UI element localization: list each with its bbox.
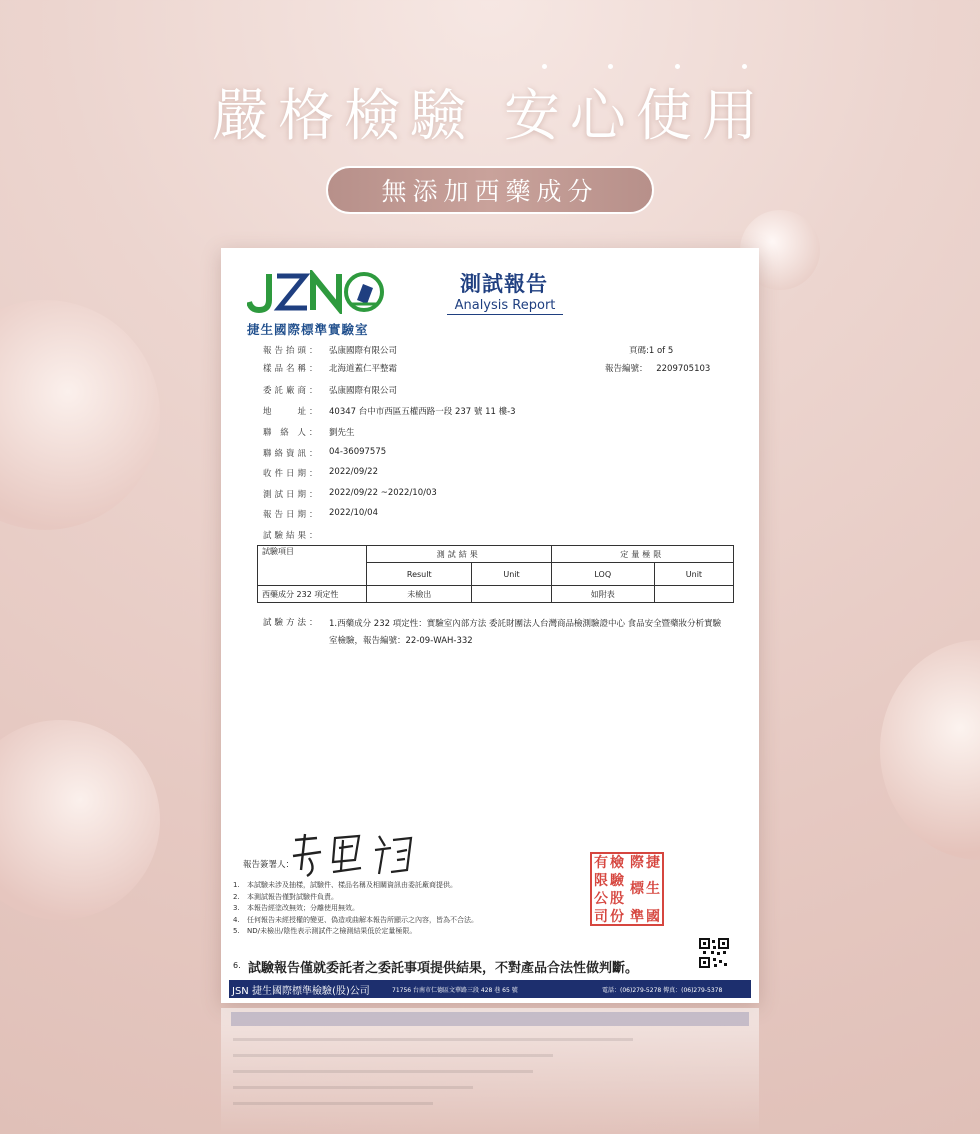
table-header-item: 試驗項目	[258, 546, 367, 586]
decor-bubble	[0, 720, 160, 920]
field-label: 試驗結果：	[263, 531, 321, 541]
lab-name: 捷生國際標準實驗室	[247, 322, 369, 337]
table-header-unit: Unit	[472, 563, 551, 586]
note-number: 4.	[233, 915, 240, 924]
field-label: 報告抬頭：	[263, 346, 321, 356]
seal-char: 際	[630, 855, 644, 871]
decor-bubble	[880, 640, 980, 860]
emphasis-dots	[530, 64, 770, 72]
field-row	[263, 344, 397, 356]
table-header-loq: LOQ	[551, 563, 654, 586]
final-note	[233, 957, 638, 976]
note-item	[233, 903, 563, 915]
note-number: 1.	[233, 881, 240, 889]
field-label: 聯 絡 人：	[263, 428, 321, 438]
field-label: 測試日期：	[263, 490, 321, 500]
signer-label: 報告簽署人：	[243, 860, 295, 870]
table-cell-loq: 如附表	[551, 586, 654, 603]
seal-char: 驗	[610, 873, 624, 889]
report-number-label: 報告編號：	[605, 364, 648, 374]
table-cell-item: 西藥成分 232 項定性	[258, 586, 367, 603]
document-reflection	[221, 1008, 759, 1134]
field-value: 北海道蓋仁平整霜	[329, 364, 398, 374]
note-item	[233, 915, 563, 927]
jsn-logo-icon	[247, 270, 387, 314]
company-seal	[590, 852, 664, 926]
note-item	[233, 880, 563, 892]
field-row	[263, 426, 355, 438]
seal-char: 股	[610, 891, 624, 907]
note-text: 本報告經塗改無效；分離使用無效。	[247, 904, 359, 912]
field-label: 樣品名稱：	[263, 364, 321, 374]
footer-phone: 電話：(06)279-5278 傳真：(06)279-5378	[602, 986, 723, 994]
seal-char: 檢	[610, 855, 624, 871]
field-label: 收件日期：	[263, 469, 321, 479]
field-row	[263, 384, 397, 396]
field-row	[263, 467, 378, 479]
page-number: 頁碼:1 of 5	[629, 346, 674, 356]
note-number: 6.	[233, 961, 241, 970]
method-text: 1.西藥成分 232 項定性：實驗室內部方法 委託財團法人台灣商品檢測驗證中心 食品安全暨藥妝分析實驗室檢驗，報告編號：22-09-WAH-332	[329, 619, 722, 646]
seal-char: 國	[646, 909, 660, 925]
report-footer	[229, 980, 751, 998]
results-table	[257, 545, 734, 603]
field-row	[263, 529, 329, 541]
field-row	[263, 447, 386, 459]
table-row	[258, 586, 734, 603]
seal-char: 司	[594, 909, 608, 925]
report-notes	[233, 880, 563, 938]
note-text: ND/未檢出/陰性表示測試件之檢測結果低於定量極限。	[247, 927, 417, 935]
field-label: 報告日期：	[263, 510, 321, 520]
subtitle-badge: 無添加西藥成分	[326, 166, 654, 214]
field-row	[263, 508, 378, 520]
test-method	[263, 616, 729, 650]
field-value: 04-36097575	[329, 447, 387, 457]
seal-char: 捷	[646, 855, 660, 871]
field-row	[263, 488, 437, 500]
table-header-unit: Unit	[654, 563, 733, 586]
seal-char: 公	[594, 891, 608, 907]
note-text: 任何報告未經授權的變更、偽造或曲解本報告所顯示之內容，皆為不合法。	[247, 915, 478, 924]
seal-char: 限	[594, 873, 608, 889]
field-row	[263, 405, 516, 417]
note-item	[233, 892, 563, 904]
decor-bubble	[0, 300, 160, 530]
seal-char: 有	[594, 855, 608, 871]
note-text: 本測試報告僅對試驗件負責。	[247, 892, 338, 901]
table-header-result: Result	[367, 563, 472, 586]
test-report-document	[221, 248, 759, 1003]
table-header-result-group: 測試結果	[367, 546, 552, 563]
seal-char: 標	[630, 881, 644, 897]
note-number: 3.	[233, 904, 240, 912]
note-number: 5.	[233, 927, 240, 935]
field-label: 地 址：	[263, 407, 321, 417]
report-title: 測試報告	[460, 272, 548, 296]
seal-char: 生	[646, 881, 660, 897]
table-cell-unit	[654, 586, 733, 603]
field-value: 2022/09/22	[329, 467, 378, 477]
footer-company: JSN 捷生國際標準檢驗(股)公司	[232, 985, 370, 997]
note-item	[233, 926, 563, 938]
table-header-limit-group: 定量極限	[551, 546, 733, 563]
field-value: 2022/09/22 ~2022/10/03	[329, 488, 437, 498]
field-label: 聯絡資訊：	[263, 449, 321, 459]
seal-char: 準	[630, 909, 644, 925]
seal-char: 份	[610, 909, 624, 925]
method-label: 試驗方法：	[263, 618, 321, 628]
report-number-value: 2209705103	[656, 364, 711, 374]
note-text: 本試驗未涉及抽樣，試驗件、樣品名稱及相關資訊由委託廠商提供。	[247, 881, 457, 889]
note-number: 2.	[233, 892, 240, 901]
report-number	[605, 362, 710, 374]
table-cell-result: 未檢出	[367, 586, 472, 603]
field-label: 委託廠商：	[263, 386, 321, 396]
qr-code-icon	[699, 938, 729, 968]
field-value: 2022/10/04	[329, 508, 378, 518]
field-value: 弘康國際有限公司	[329, 386, 398, 396]
report-title-en: Analysis Report	[447, 298, 563, 315]
field-row	[263, 362, 397, 374]
field-value: 40347 台中市西區五權西路一段 237 號 11 樓-3	[329, 407, 516, 417]
table-cell-unit	[472, 586, 551, 603]
footer-address: 71756 台南市仁德區文華路三段 428 巷 65 號	[392, 986, 518, 994]
field-value: 弘康國際有限公司	[329, 346, 398, 356]
headline: 嚴格檢驗 安心使用	[212, 84, 768, 149]
table-row	[258, 546, 734, 563]
signature-icon	[287, 830, 417, 878]
final-note-text: 試驗報告僅就委託者之委託事項提供結果，不對產品合法性做判斷。	[248, 961, 639, 976]
field-value: 劉先生	[329, 428, 355, 438]
